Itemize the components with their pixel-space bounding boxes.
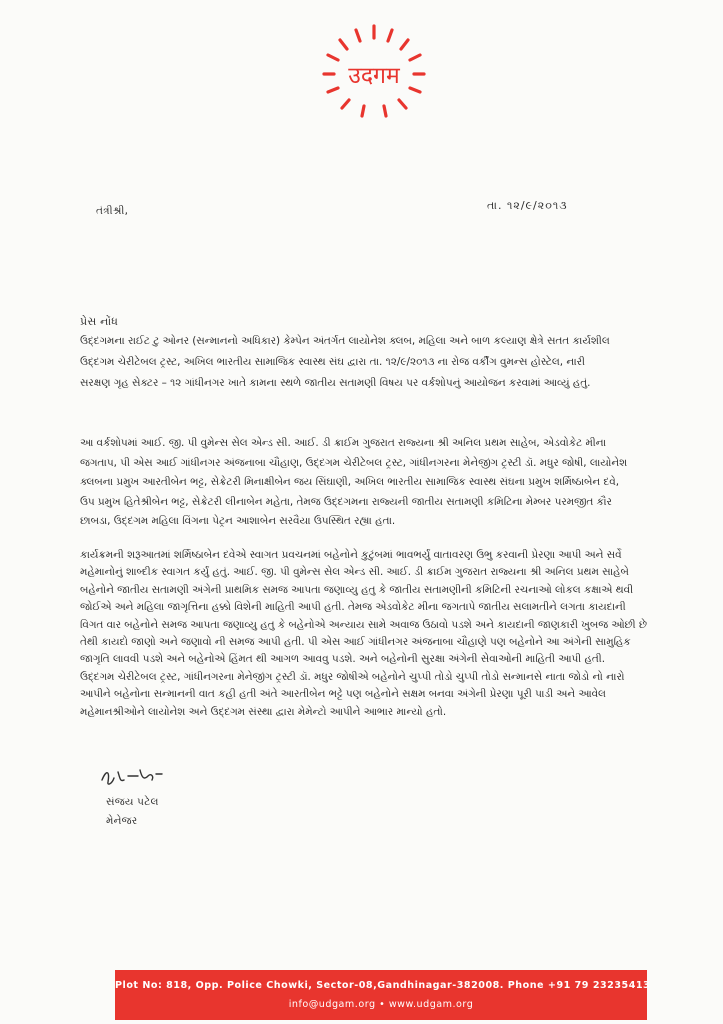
paragraph-intro	[80, 331, 650, 394]
text-line: ઉદ્દગમ ચેરીટેબલ ટ્રસ્ટ, ગાંધીનગરના મેનેજીંગ ટ્રસ્ટી ડૉ. મધુર જોષીએ બહેનોને ચુપ્પી તોડો ચુપ્પી તોડો સન્માનસે નાતા જોડો નો નારો	[80, 670, 625, 683]
press-note-heading: પ્રેસ નોંધ	[80, 315, 119, 328]
logo-text: उदगम	[348, 63, 400, 89]
text-line: સરક્ષણ ગૃહ સેક્ટર – ૧૨ ગાંધીનગર ખાતે કામના સ્થળે જાતીય સતામણી વિષય પર વર્કશોપનું આયોજન કરવામાં આવ્યું હતું.	[80, 377, 591, 389]
text-line: ક્લબના પ્રમુખ આરતીબેન ભટ્ટ, સેક્રેટરી મિનાક્ષીબેન જય સિંઘાણી, અખિલ ભારતીય સામાજિક સ્વાસ્થ સંઘના પ્રમુખ શર્મિષ્ઠાબેન દવે,	[80, 476, 619, 488]
signer-name: સંજય પટેલ	[106, 796, 159, 808]
signer-title: મેનેજર	[106, 815, 138, 827]
text-line: જગતાપ, પી એસ આઈ ગાંધીનગર અંજનાબા ચૌહાણ, ઉદ્દગમ ચેરીટેબલ ટ્રસ્ટ, ગાંધીનગરના મેનેજીંગ ટ્રસ્ટી ડૉ. મધુર જોષી, લાયોનેશ	[80, 456, 628, 469]
paragraph-attendees	[80, 434, 650, 532]
text-line: જાગૃતિ લાવવી પડશે અને બહેનોએ હિંમત થી આગળ આવવુ પડશે. અને બહેનોની સુરક્ષા અંગેની સેવાઓની માહિતી આપી હતી.	[80, 653, 606, 666]
text-line: ઉદ્દગમના રાઈટ ટુ ઓનર (સન્માનનો અધિકાર) કેમ્પેન અંતર્ગત લાયોનેશ ક્લબ, મહિલા અને બાળ કલ્યાણ ક્ષેત્રે સતત કાર્યશીલ	[80, 335, 610, 347]
text-line: આપીને બહેનોના સન્માનની વાત કહી હતી અંતે આરતીબેન ભટ્ટે પણ બહેનોને સક્ષમ બનવા અંગેની પ્રેરણા પૂરી પાડી અને આવેલ	[80, 688, 606, 701]
text-line: તેથી કાયદો જાણો અને જણાવો ની સમજ આપી હતી. પી એસ આઈ ગાંધીનગર અંજનાબા ચૌહાણે પણ બહેનોને આ અંગેની સામુહિક	[80, 635, 631, 648]
handwritten-signature	[98, 764, 164, 790]
text-line: ઉદ્દગમ ચેરીટેબલ ટ્રસ્ટ, અખિલ ભારતીય સામાજિક સ્વાસ્થ સંઘ દ્વારા તા. ૧૨/૯/૨૦૧૩ ના રોજ વર્કીંગ વુમન્સ હોસ્ટેલ, નારી	[80, 356, 586, 368]
text-line: મહેમાનશ્રીઓને લાયોનેશ અને ઉદ્દગમ સંસ્થા દ્વારા મેમેન્ટો આપીને આભાર માન્યો હતો.	[80, 705, 447, 718]
text-line: વિગત વાર બહેનોને સમજ આપતા જણાવ્યુ હતુ કે બહેનોએ અન્યાય સામે અવાજ ઉઠાવો પડશે અને કાયદાની જાણકારી ખુબજ ઓછી છે	[80, 618, 647, 631]
text-line: મહેમાનોનું શાબ્દીક સ્વાગત કર્યું હતું. આઈ. જી. પી વુમેન્સ સેલ એન્ડ સી. આઈ. ડી ક્રાઈમ ગુજરાત રાજ્યના શ્રી અનિલ પ્રથમ સાહેબે	[80, 566, 629, 579]
footer-band	[115, 970, 651, 1020]
footer-address: Plot No: 818, Opp. Police Chowki, Sector-08,Gandhinagar-382008. Phone +91 79 23235413	[115, 980, 651, 991]
text-line: છાબડા, ઉદ્દગમ મહિલા વિંગના પેટ્રન આશાબેન સરવૈયા ઉપસ્થિત રહ્યા હતા.	[80, 515, 396, 527]
text-line: ઉપ પ્રમુખ હિતેશ્રીબેન ભટ્ટ, સેક્રેટરી લીનાબેન મહેતા, તેમજ ઉદ્દગમના રાજ્યની જાતીય સતામણી કમિટિના મેમ્બર પરમજીત કૌર	[80, 495, 612, 508]
text-line: બહેનોને જાતીય સતામણી અંગેની પ્રાથમિક સમજ આપતા જણાવ્યુ હતુ કે જાતીય સતામણીની કમિટિની રચનાઓ લોકલ કક્ષાએ થવી	[80, 583, 634, 596]
salutation: તંત્રીશ્રી,	[96, 205, 129, 217]
udgam-sun-logo	[312, 20, 436, 120]
text-line: આ વર્કશોપમાં આઈ. જી. પી વુમેન્સ સેલ એન્ડ સી. આઈ. ડી ક્રાઈમ ગુજરાત રાજ્યના શ્રી અનિલ પ્રથમ સાહેબ, એડવોકેટ મીના	[80, 437, 607, 449]
text-line: જોઈએ અને મહિલા જાગૃત્તિના હક્કો વિશેની માહિતી આપી હતી. તેમજ એડવોકેટ મીના જગતાપે જાતીય સલામતીને લગતા કાયદાની	[80, 601, 626, 614]
letter-date: તા. ૧૨/૯/૨૦૧૩	[487, 199, 568, 212]
footer-contact: info@udgam.org • www.udgam.org	[288, 999, 474, 1010]
text-line: કાર્યક્રમની શરૂઆતમાં શર્મિષ્ઠાબેન દવેએ સ્વાગત પ્રવચનમાં બહેનોને કુટુંબમાં ભાવભર્યું વાતાવરણ ઉભુ કરવાની પ્રેરણા આપી અને સર્વે	[80, 549, 622, 561]
paragraph-program	[80, 547, 650, 721]
